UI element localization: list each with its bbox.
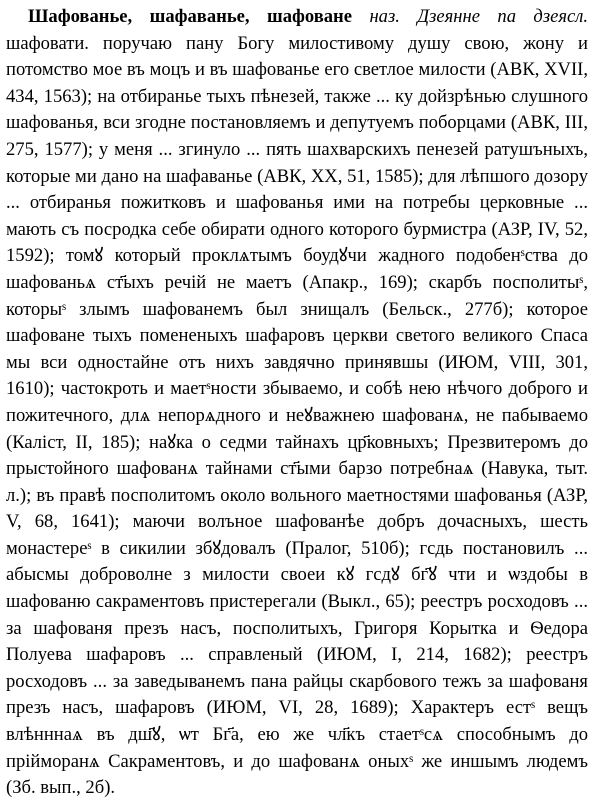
entry-paragraph (6, 4, 588, 802)
headword: Шафованье, шафаванье, шафоване (28, 6, 352, 27)
grammatical-gloss: наз. Дзеянне па дзеясл. (369, 6, 588, 27)
entry-body: шафовати. поручаю пану Богу милостивому душу свою, жону и потомство мое въ моцъ и въ шафованье его светлое милости (АВК, XVII, 434, 1563); на отбиранье тыхъ пѣнезей, также ... ку дойзрѣнью слушного шафованья, вси згодне постановляемъ и депутуемъ поборцами (АВК, III, 275, 1577); у меня ... згинуло ... пять шахварскихъ пенезей ратушъныхъ, которые ми дано на шафаванье (АВК, XX, 51, 1585); для лѣпшого дозору ... отбиранья пожитковъ и шафованья ими на потребы церковные ... мають съ посродка себе обирати одного которого бурмистра (АЗР, IV, 52, 1592); томꙋ который проклѧтымъ боудꙋчи жадного подобенˢства до шафованьѧ ст҃ыхъ речій не маетъ (Апакр., 169); скарбъ посполитыˢ, которыˢ злымъ шафованемъ был знищалъ (Бельск., 277б); которое шафоване тыхъ помененыхъ шафаровъ церкви светого великого Спаса мы вси одностайне отъ нихъ завдячно принявшы (ИЮМ, VIII, 301, 1610); частокроть и маетˢности збываемо, и собѣ нею нѣчого доброго и пожитечного, длѧ непорѧдного и неꙋважнею шафованѧ, не пабываемо (Каліст, II, 185); наꙋка о седми тайнахъ цр҃ковныхъ; Презвитеромъ до прыстойного шафованѧ тайнами ст҃ыми барзо потребнаѧ (Навука, тыт. л.); въ правѣ посполитомъ около вольного маетностями шафованья (АЗР, V, 68, 1641); маючи волъное шафованѣе добръ дочасныхъ, шесть монастереˢ в сикилии збꙋдовалъ (Пралог, 510б); гсдь постановилъ ... абысмы доброволне з милости своеи кꙋ гсдꙋ бг҃ꙋ чти и ѡздобы в шафованю сакраментовъ пристерегали (Выкл., 65); реестръ росходовъ ... за шафованя презъ насъ, посполитыхъ, Григоря Корытка и Ѳедора Полуева шафаровъ ... справленый (ИЮМ, I, 214, 1682); реестръ росходовъ ... за заведыванемъ пана райцы скарбового тежъ за шафованя презъ насъ, шафаровъ (ИЮМ, VI, 28, 1689); Характеръ естˢ вещъ влѣнннаѧ въ дш҃ꙋ, ѡт Бг҃а, ею же чл҃къ стаетˢсѧ способнымъ до прійморанѧ Сакраментовъ, и до шафованѧ оныхˢ же иншымъ людемъ (Зб. вып., 2б). (6, 32, 588, 799)
dictionary-entry (6, 4, 588, 802)
